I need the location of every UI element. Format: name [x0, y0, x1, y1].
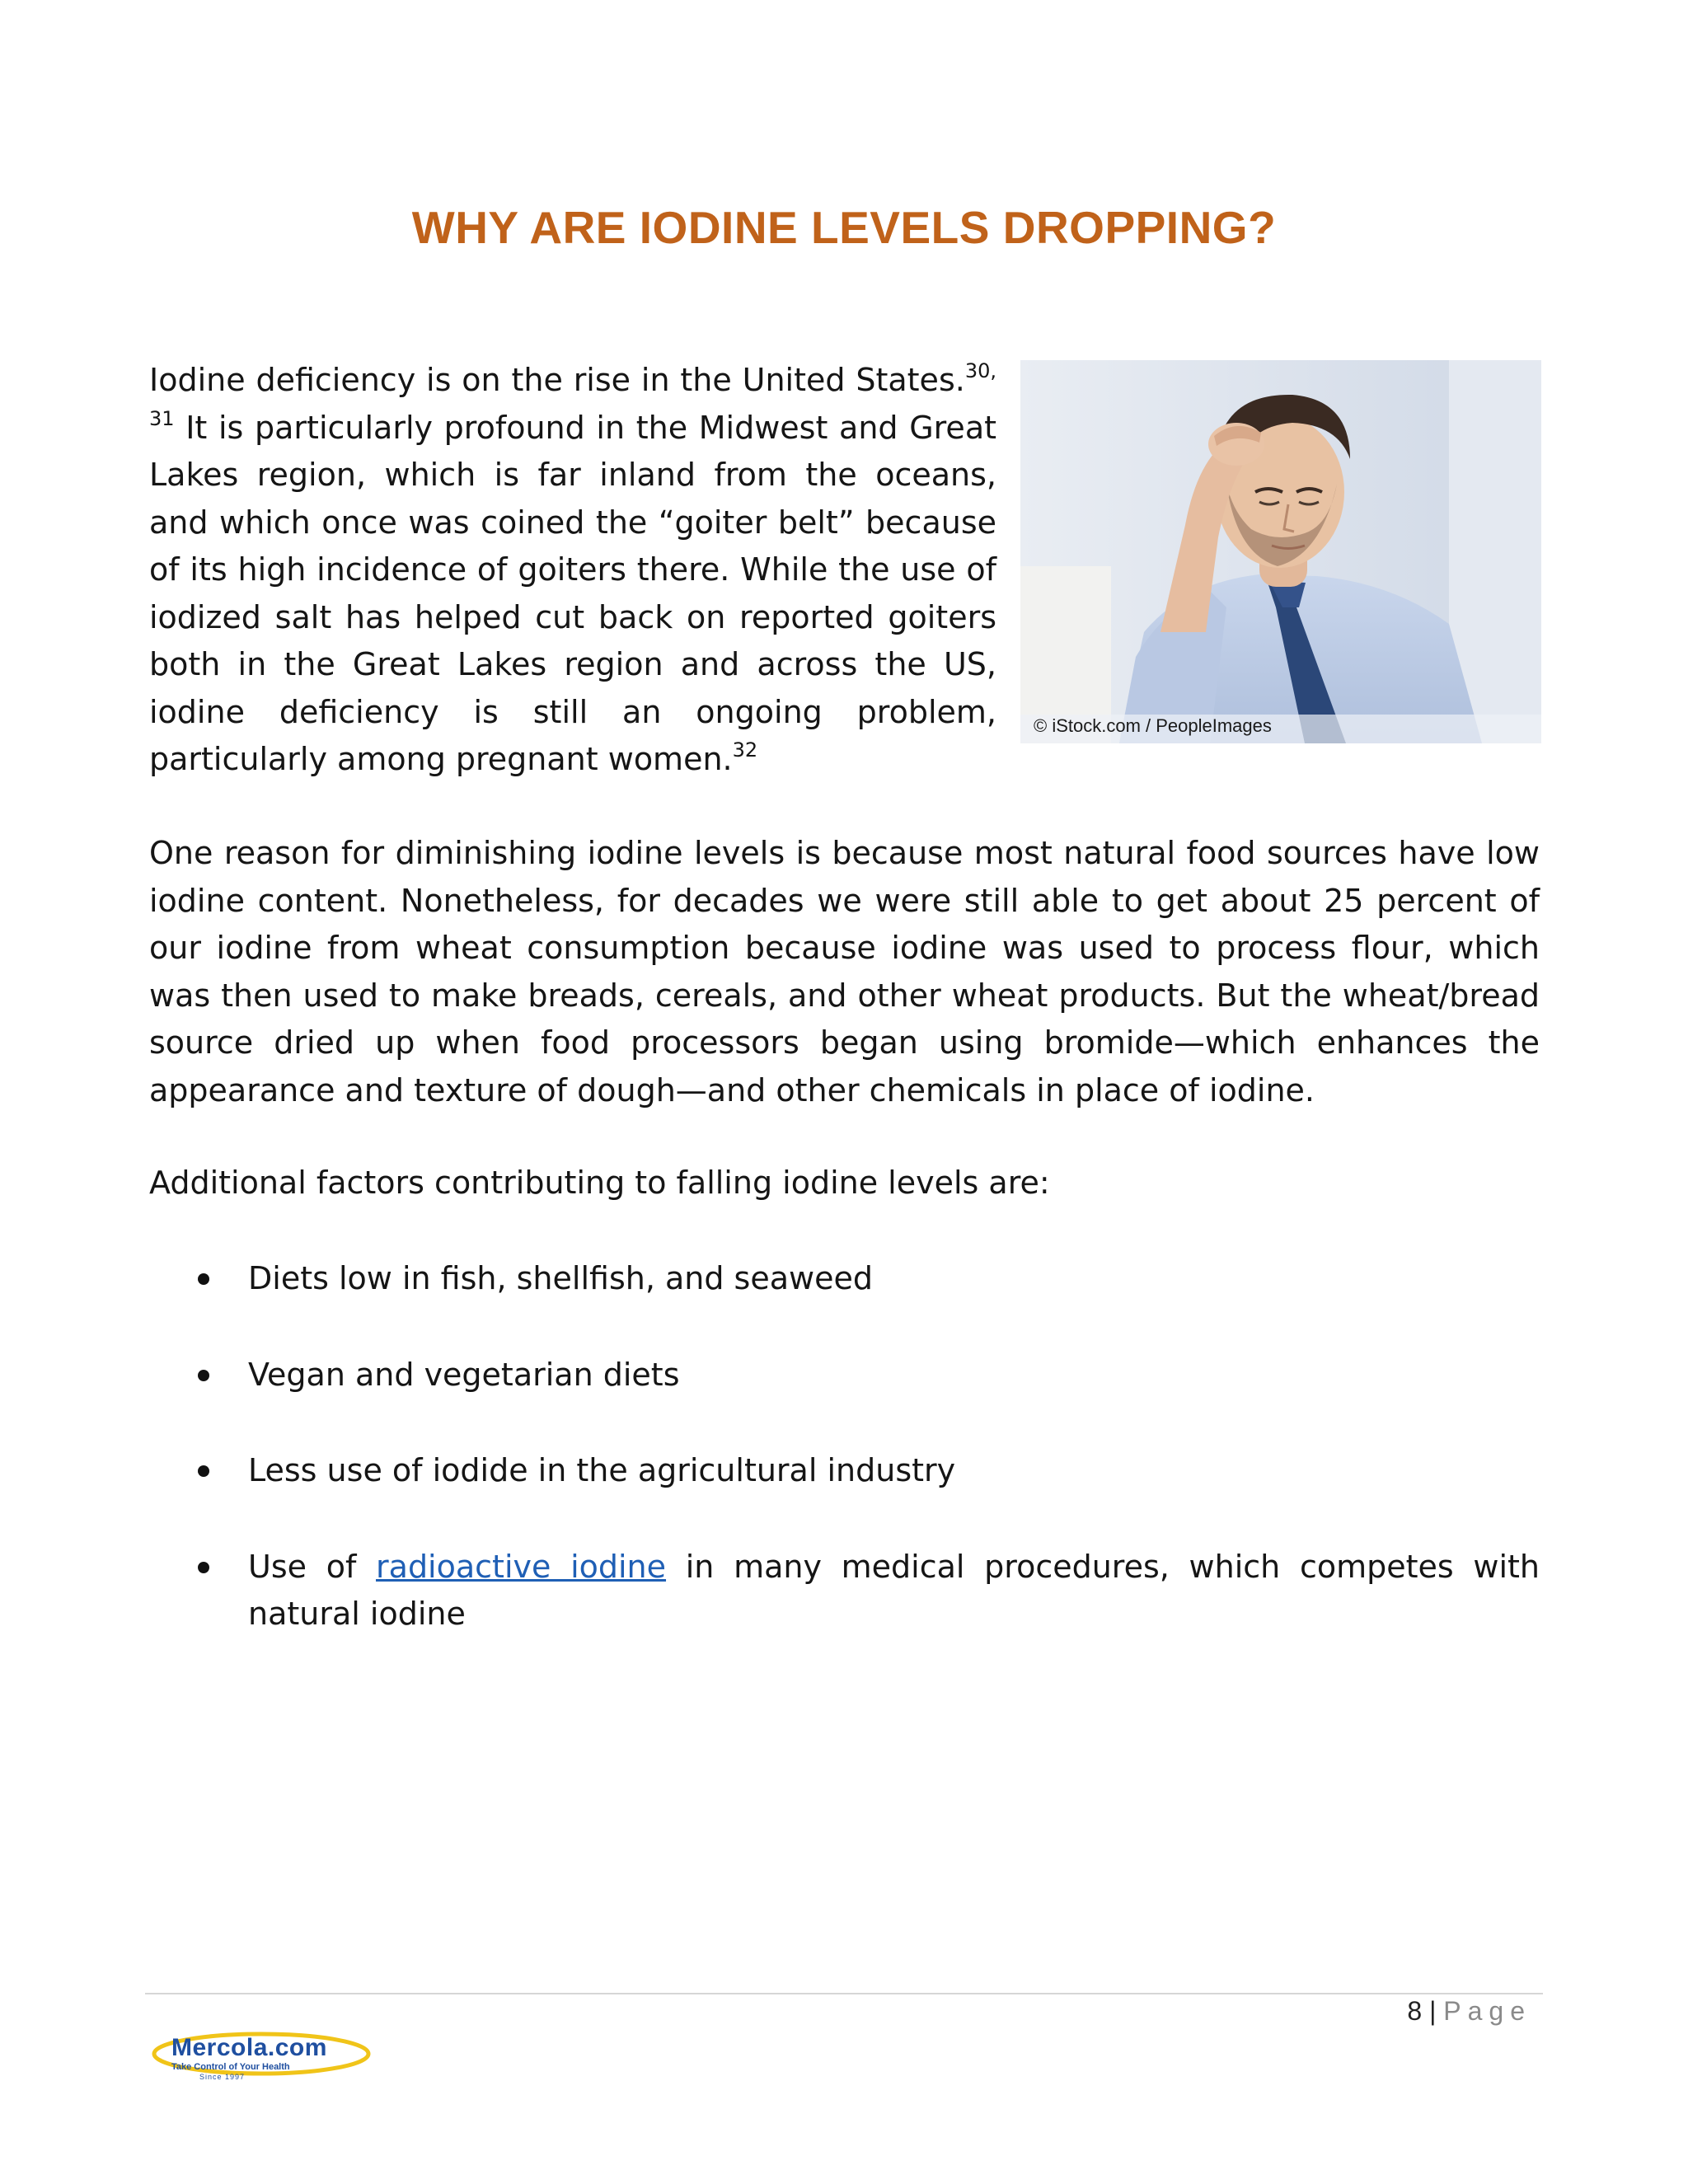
page-label: Page — [1443, 1996, 1531, 2026]
bullet-icon — [198, 1562, 209, 1573]
list-item-text: Diets low in fish, shellfish, and seaweed — [248, 1260, 873, 1296]
factors-intro: Additional factors contributing to falling iodine levels are: — [149, 1165, 1050, 1201]
page-number-value: 8 — [1407, 1996, 1423, 2026]
intro-text-a: Iodine deficiency is on the rise in the United States. — [149, 362, 965, 398]
page-title: WHY ARE IODINE LEVELS DROPPING? — [411, 202, 1277, 253]
mercola-logo — [150, 2029, 373, 2087]
bullet-icon — [198, 1370, 209, 1381]
intro-paragraph — [149, 357, 996, 784]
intro-text-b: It is particularly profound in the Midwest and Great Lakes region, which is far inland from the oceans, and which once was coined the “goiter belt” because of its high incidence of goiters there. While the use of iodized salt has helped cut back on reported goiters both in the Great Lakes region and across the US, iodine deficiency is still an ongoing problem, particularly among pregnant women. — [149, 409, 996, 777]
logo-text: Mercola.com — [171, 2034, 327, 2061]
photo-credit: © iStock.com / PeopleImages — [1034, 715, 1272, 736]
list-item-text: Use of — [248, 1548, 377, 1585]
list-item — [149, 1447, 1540, 1495]
list-item — [149, 1255, 1540, 1303]
logo-since: Since 1997 — [199, 2073, 246, 2081]
logo-tagline: Take Control of Your Health — [171, 2062, 290, 2072]
list-item — [149, 1352, 1540, 1399]
bullet-icon — [198, 1465, 209, 1477]
page-separator: | — [1422, 1996, 1444, 2026]
stressed-man-photo — [1020, 360, 1541, 743]
footer-divider — [145, 1993, 1543, 1994]
bullet-icon — [198, 1273, 209, 1285]
list-item-text: in many medical procedures, which competes with natural iodine — [248, 1548, 1540, 1632]
page-number — [1407, 1996, 1531, 2027]
footnote-ref[interactable]: 32 — [732, 738, 758, 762]
factors-list — [149, 1255, 1540, 1687]
list-item-text: Vegan and vegetarian diets — [248, 1356, 680, 1393]
body-paragraph-reasons: One reason for diminishing iodine levels is because most natural food sources have low iodine content. Nonetheless, for decades we were still able to get about 25 percent of our iodine from wheat consumption because iodine was used to process flour, which was then used to make breads, cereals, and other wheat products. But the wheat/bread source dried up when food processors began using bromide—which enhances the appearance and texture of dough—and other chemicals in place of iodine. — [149, 835, 1540, 1108]
footnote-ref[interactable]: 30, 31 — [149, 359, 996, 430]
list-item — [149, 1544, 1540, 1638]
photo-illustration — [1020, 360, 1541, 743]
radioactive-iodine-link[interactable]: radioactive iodine — [376, 1548, 667, 1585]
list-item-text: Less use of iodide in the agricultural industry — [248, 1452, 956, 1488]
